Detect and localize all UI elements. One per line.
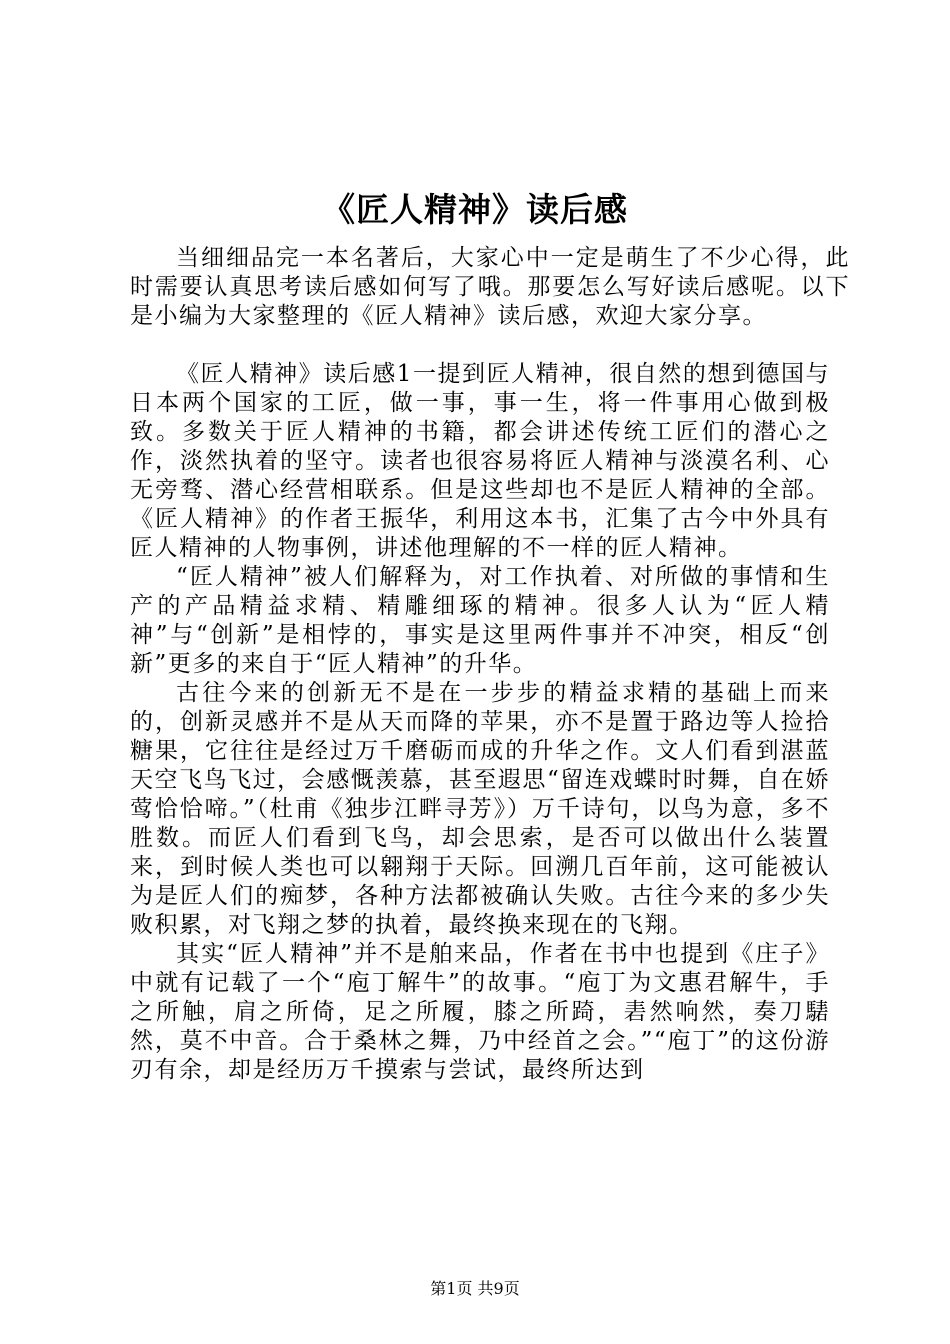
body-section bbox=[130, 360, 830, 1085]
intro-section bbox=[130, 244, 850, 331]
body-paragraph-3: 古往今来的创新无不是在一步步的精益求精的基础上而来的，创新灵感并不是从天而降的苹果，亦不是置于路边等人捡拾糖果，它往往是经过万千磨砺而成的升华之作。文人们看到湛蓝天空飞鸟飞过，会感慨羡慕，甚至遐思“留连戏蝶时时舞，自在娇莺恰恰啼。”（杜甫《独步江畔寻芳》）万千诗句，以鸟为意，多不胜数。而匠人们看到飞鸟，却会思索，是否可以做出什么装置来，到时候人类也可以翱翔于天际。回溯几百年前，这可能被认为是匠人们的痴梦，各种方法都被确认失败。古往今来的多少失败积累，对飞翔之梦的执着，最终换来现在的飞翔。 bbox=[130, 680, 830, 938]
page-number-footer: 第1页 共9页 bbox=[430, 1279, 520, 1298]
body-paragraph-4: 其实“匠人精神”并不是舶来品，作者在书中也提到《庄子》中就有记载了一个“庖丁解牛”的故事。“庖丁为文惠君解牛，手之所触，肩之所倚，足之所履，膝之所踦，砉然响然，奏刀騞然，莫不中音。合于桑林之舞，乃中经首之会。”“庖丁”的这份游刃有余，却是经历万千摸索与尝试，最终所达到 bbox=[130, 941, 830, 1083]
document-title: 《匠人精神》读后感 bbox=[322, 190, 628, 229]
body-paragraph-2: “匠人精神”被人们解释为，对工作执着、对所做的事情和生产的产品精益求精、精雕细琢的精神。很多人认为“匠人精神”与“创新”是相悖的，事实是这里两件事并不冲突，相反“创新”更多的来自于“匠人精神”的升华。 bbox=[130, 564, 830, 677]
intro-paragraph: 当细细品完一本名著后，大家心中一定是萌生了不少心得，此时需要认真思考读后感如何写了哦。那要怎么写好读后感呢。以下是小编为大家整理的《匠人精神》读后感，欢迎大家分享。 bbox=[130, 245, 850, 329]
body-paragraph-1: 《匠人精神》读后感1一提到匠人精神，很自然的想到德国与日本两个国家的工匠，做一事，事一生，将一件事用心做到极致。多数关于匠人精神的书籍，都会讲述传统工匠们的潜心之作，淡然执着的坚守。读者也很容易将匠人精神与淡漠名利、心无旁骛、潜心经营相联系。但是这些却也不是匠人精神的全部。《匠人精神》的作者王振华，利用这本书，汇集了古今中外具有匠人精神的人物事例，讲述他理解的不一样的匠人精神。 bbox=[130, 361, 830, 561]
